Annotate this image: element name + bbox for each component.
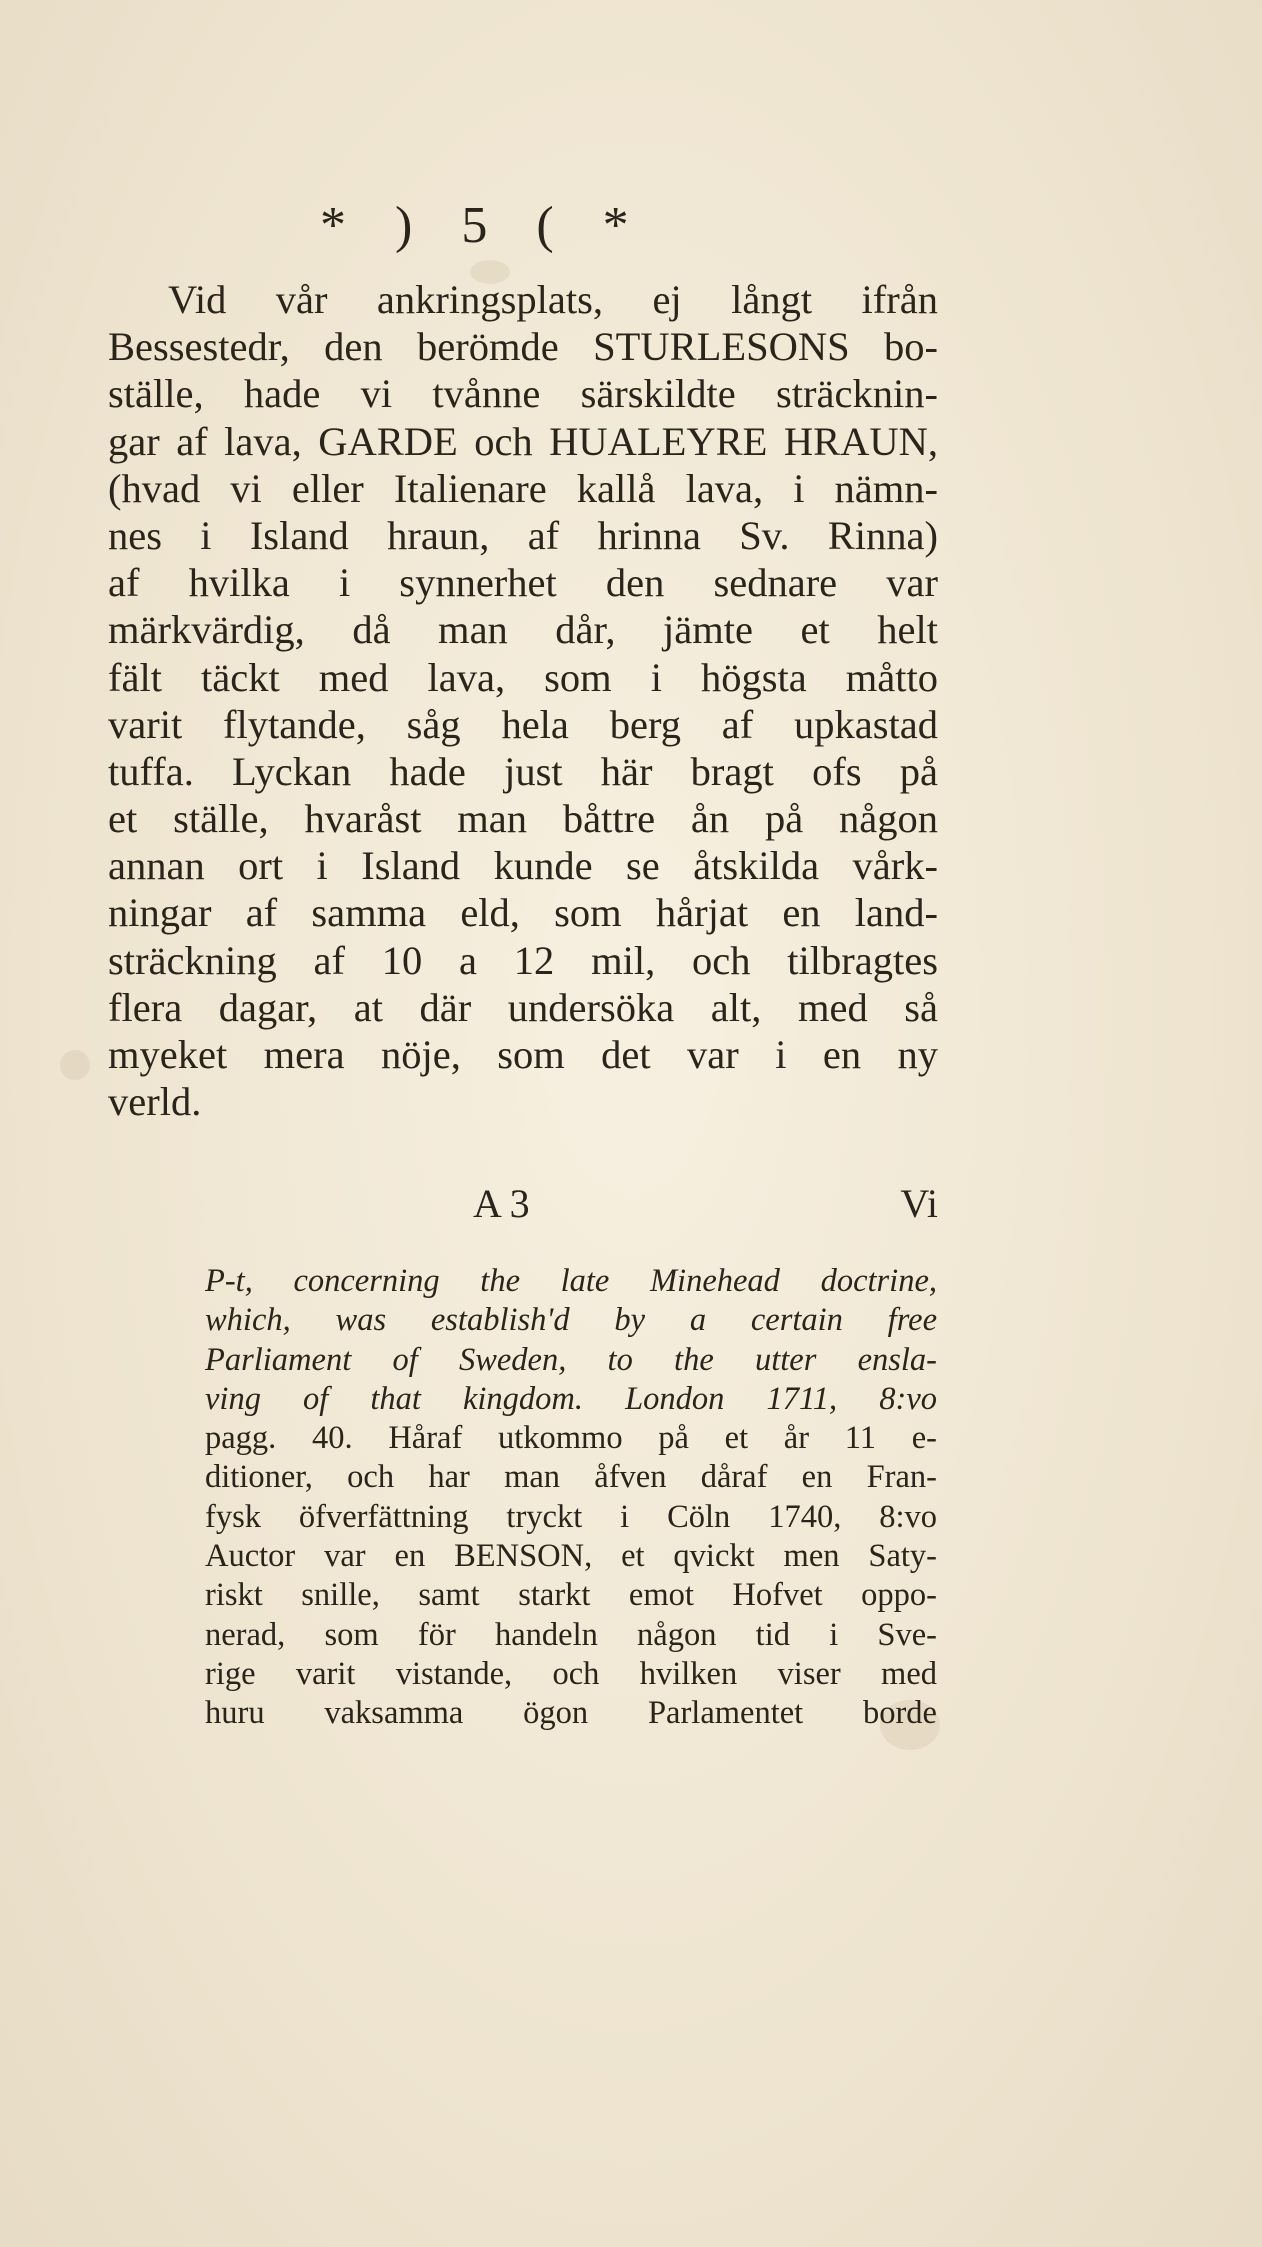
- text-line: fält täckt med lava, som i högsta måtto: [108, 654, 938, 700]
- text-line: verld.: [108, 1079, 202, 1125]
- footnote-line: which, was establish'd by a certain free: [205, 1302, 937, 1339]
- text-line: myeket mera nöje, som det var i en ny: [108, 1032, 938, 1077]
- footnote: [205, 1262, 937, 1734]
- text-line: tuffa. Lyckan hade just här bragt ofs på: [108, 748, 938, 794]
- text-line: nes i Island hraun, af hrinna Sv. Rinna): [108, 512, 938, 558]
- text-line: af hvilka i synnerhet den sednare var: [108, 560, 938, 606]
- footnote-line: nerad, som för handeln någon tid i Sve-: [205, 1616, 937, 1653]
- footnote-line: Auctor var en BENSON, et qvickt men Saty-: [205, 1538, 937, 1575]
- text-line: et ställe, hvaråst man båttre ån på någon: [108, 796, 938, 842]
- footnote-line: ditioner, och har man åfven dåraf en Fran-: [205, 1459, 937, 1496]
- footnote-line: P-t, concerning the late Minehead doctrine,: [205, 1263, 937, 1299]
- signature-mark: A 3: [473, 1181, 530, 1226]
- text-line: (hvad vi eller Italienare kallå lava, i nämn-: [108, 465, 938, 511]
- paper-stain: [60, 1050, 90, 1080]
- footnote-line: Parliament of Sweden, to the utter ensla-: [205, 1341, 937, 1378]
- main-text: [108, 276, 938, 1125]
- text-line: annan ort i Island kunde se åtskilda vårk-: [108, 843, 938, 889]
- signature-row: [108, 1180, 938, 1230]
- footnote-line: fysk öfverfättning tryckt i Cöln 1740, 8:vo: [205, 1498, 937, 1535]
- text-line: märkvärdig, då man dår, jämte et helt: [108, 607, 938, 653]
- text-line: sträckning af 10 a 12 mil, och tilbragtes: [108, 937, 938, 983]
- footnote-line: riskt snille, samt starkt emot Hofvet oppo-: [205, 1577, 937, 1614]
- footnote-line: huru vaksamma ögon Parlamentet borde: [205, 1695, 937, 1732]
- footnote-line: rige varit vistande, och hvilken viser med: [205, 1655, 937, 1692]
- text-line: gar af lava, GARDE och HUALEYRE HRAUN,: [108, 418, 938, 464]
- page-header: * ) 5 ( *: [320, 197, 647, 254]
- catchword: Vi: [900, 1181, 938, 1226]
- text-line: flera dagar, at där undersöka alt, med så: [108, 984, 938, 1030]
- text-line: varit flytande, såg hela berg af upkastad: [108, 701, 938, 747]
- text-line: Bessestedr, den berömde STURLESONS bo-: [108, 324, 938, 370]
- text-line: ningar af samma eld, som hårjat en land-: [108, 890, 938, 936]
- text-line: ställe, hade vi tvånne särskildte sträcknin-: [108, 371, 938, 417]
- footnote-line: pagg. 40. Håraf utkommo på et år 11 e-: [205, 1420, 937, 1457]
- footnote-line: ving of that kingdom. London 1711, 8:vo: [205, 1380, 937, 1417]
- text-line: Vid vår ankringsplats, ej långt ifrån: [168, 277, 938, 322]
